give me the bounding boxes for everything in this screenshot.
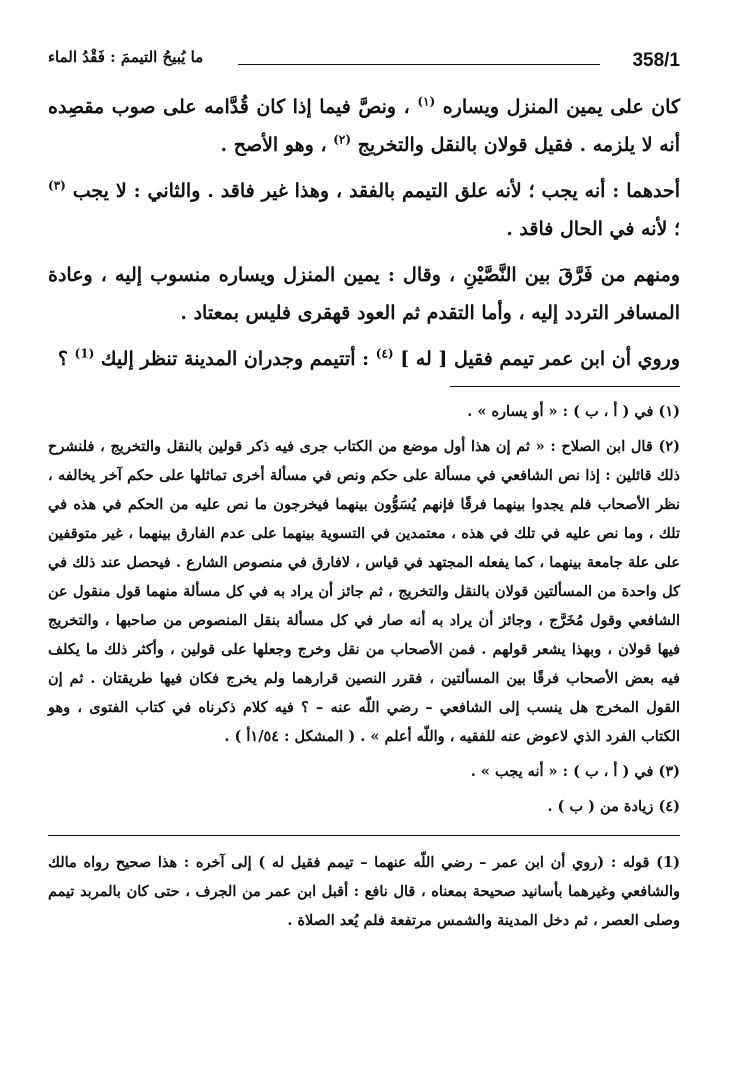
footnote-ref-3: (٣) <box>48 178 66 193</box>
footnote-1: (١) في ( أ ، ب ) : « أو يساره » . <box>467 403 680 420</box>
commentary-ref-1: (1) <box>74 346 95 361</box>
footnotes <box>48 397 680 821</box>
main-paragraph-2-text-a: أحدهما : أنه يجب ؛ لأنه علق التيمم بالفقد ، وهذا غير فاقد . والثاني : لا يجب <box>72 180 680 202</box>
footnote-divider <box>450 386 680 387</box>
footnote-ref-2: (٢) <box>333 132 352 147</box>
main-text <box>48 88 680 378</box>
main-paragraph-4-text-a: وروي أن ابن عمر تيمم فقيل [ له ] <box>400 348 680 370</box>
main-paragraph-2 <box>48 172 680 248</box>
footnote-2: (٢) قال ابن الصلاح : « ثم إن هذا أول موضع من الكتاب جرى فيه ذكر قولين بالنقل والتخريج ، فلنشرح ذلك قائلين : إذا نص الشافعي في مسألة على حكم ونص في مسألة أخرى تماثلها على حكم آخر يخالفه ، نظر الأصحاب فلم يجدوا بينهما فرقًا فإنهم يُسَوُّون بينهما فيخرجون ما نص عليه من الحكم في هذه في تلك ، وما نص عليه في تلك في هذه ، معتمدين في التسوية بينهما على عدم الفارق بينهما ، غير متوقفين على علة جامعة بينهما ، كما يفعله المجتهد في قياس ، لافارق في منصوص الشارع . فيحصل عند ذلك في كل واحدة من المسألتين قولان بالنقل والتخريج ، ثم جائز أن يراد به في كل مسألة منهما قول منقول عن الشافعي وقول مُخَرَّج ، وجائز أن يراد به أنه صار في كل مسألة بنقل المنصوص من صاحبها ، والتخريج فيها قولان ، وبهذا يشعر قولهم . فمن الأصحاب من نقل وخرج وجعلها على قولين ، وأكثر ذلك ما يكلف فيه بعض الأصحاب فرقًا بين المسألتين ، فقرر النصين قرارهما ولم يخرج فكان فيها طريقتان . ثم إن القول المخرج هل ينسب إلى الشافعي – رضي اللّه عنه – ؟ فيه كلام ذكرناه في كتاب الفتوى ، وهو الكتاب الفرد الذي لاعوض عنه للفقيه ، واللّه أعلم » . ( المشكل : ١/٥٤أ ) . <box>48 438 680 745</box>
page-number: 358/1 <box>632 50 680 71</box>
footnote-ref-4: (٤) <box>375 346 394 361</box>
footnote-4: (٤) زيادة من ( ب ) . <box>547 798 680 815</box>
main-paragraph-4 <box>48 340 680 378</box>
main-paragraph-1-text-c: ، وهو الأصح . <box>220 134 327 156</box>
main-paragraph-4-text-b: : أتتيمم وجدران المدينة تنظر إليك <box>100 348 370 370</box>
running-title: ما يُبيحُ التيممَ : فَقْدُ الماء <box>48 48 204 66</box>
commentary-divider <box>48 835 680 836</box>
main-paragraph-3: ومنهم من فَرَّقَ بين النَّصَّيْنِ ، وقال : يمين المنزل ويساره منسوب إليه ، وعادة المسافر التردد إليه ، وأما التقدم ثم العود قهقرى فليس بمعتاد . <box>48 264 680 324</box>
main-paragraph-4-text-c: ؟ <box>57 348 68 370</box>
page-header <box>48 44 680 84</box>
main-paragraph-1-text-a: كان على يمين المنزل ويساره <box>442 96 680 118</box>
footnote-ref-1: (١) <box>417 94 436 109</box>
main-paragraph-2-text-b: ؛ لأنه في الحال فاقد . <box>506 218 680 240</box>
commentary-note-1: (1) قوله : (روي أن ابن عمر – رضي اللّه عنهما – تيمم فقيل له ) إلى آخره : هذا صحيح رواه مالك والشافعي وغيرهما بأسانيد صحيحة بمعناه ، قال نافع : أقبل ابن عمر من الجرف ، حتى كان بالمربد تيمم وصلى العصر ، ثم دخل المدينة والشمس مرتفعة فلم يُعد الصلاة . <box>48 854 680 929</box>
header-rule <box>238 64 600 65</box>
main-paragraph-1 <box>48 88 680 164</box>
footnote-3: (٣) في ( أ ، ب ) : « أنه يجب » . <box>470 763 680 780</box>
main-paragraph-1-text-b: ، ونصَّ فيما إذا كان قُدَّامه على صوب مقصِده أنه لا يلزمه . فقيل قولان بالنقل والتخريج <box>48 96 680 156</box>
commentary <box>48 848 680 935</box>
